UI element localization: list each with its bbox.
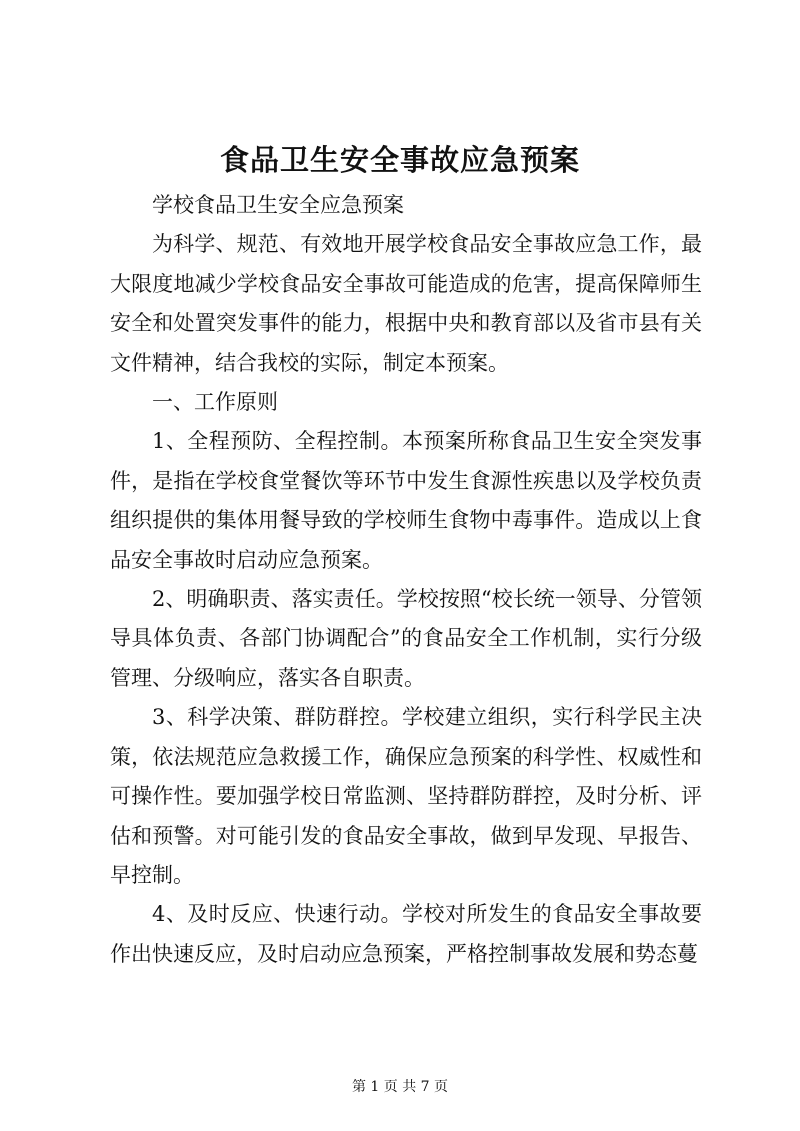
- principle-paragraph-3: 3、科学决策、群防群控。学校建立组织，实行科学民主决策，依法规范应急救援工作，确保应急预案的科学性、权威性和可操作性。要加强学校日常监测、坚持群防群控，及时分析、评估和预警。对可能引发的食品安全事故，做到早发现、早报告、早控制。: [110, 705, 702, 887]
- principle-paragraph-4: 4、及时反应、快速行动。学校对所发生的食品安全事故要作出快速反应，及时启动应急预案，严格控制事故发展和势态蔓: [110, 902, 702, 966]
- principle-paragraph-1: 1、全程预防、全程控制。本预案所称食品卫生安全突发事件，是指在学校食堂餐饮等环节中发生食源性疾患以及学校负责组织提供的集体用餐导致的学校师生食物中毒事件。造成以上食品安全事故时启动应急预案。: [110, 429, 702, 572]
- subtitle-paragraph: 学校食品卫生安全应急预案: [152, 193, 404, 217]
- section-heading: 一、工作原则: [152, 390, 278, 415]
- principle-paragraph-2: 2、明确职责、落实责任。学校按照“校长统一领导、分管领导具体负责、各部门协调配合”的食品安全工作机制，实行分级管理、分级响应，落实各自职责。: [110, 587, 702, 690]
- page-footer: 第 1 页 共 7 页: [351, 1079, 449, 1095]
- intro-paragraph: 为科学、规范、有效地开展学校食品安全事故应急工作，最大限度地减少学校食品安全事故可能造成的危害，提高保障师生安全和处置突发事件的能力，根据中央和教育部以及省市县有关文件精神，结合我校的实际，制定本预案。: [110, 232, 702, 375]
- document-title: 食品卫生安全事故应急预案: [219, 143, 580, 177]
- document-body: [110, 186, 702, 974]
